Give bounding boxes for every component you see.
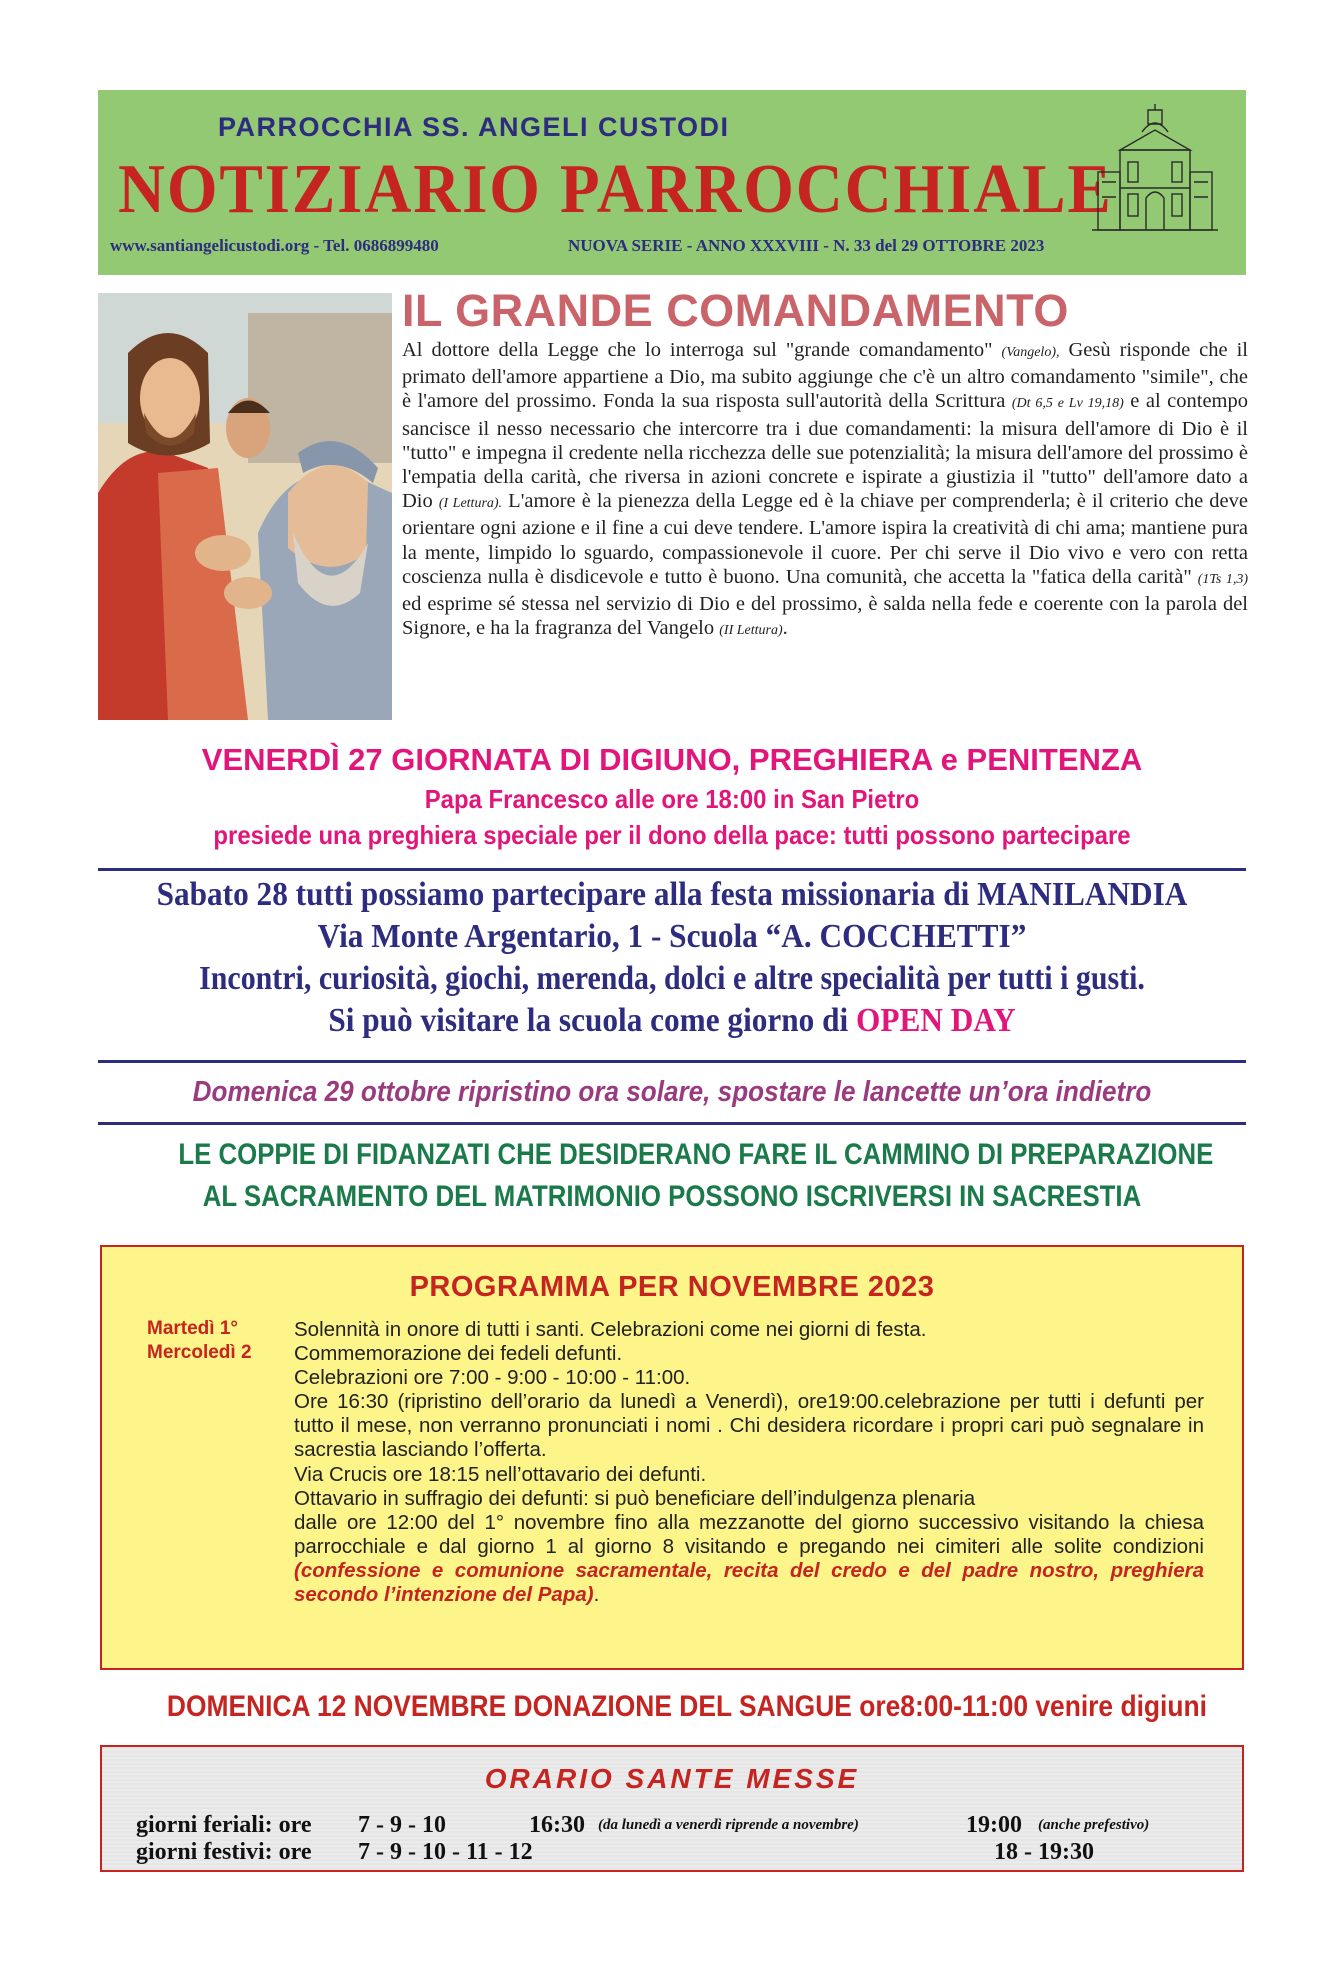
program-date: Mercoledì 2 [147, 1342, 252, 1363]
weekday-afternoon-note: (da lunedì a venerdì riprende a novembre) [598, 1817, 859, 1833]
divider [98, 1060, 1246, 1063]
masthead-banner [98, 90, 1246, 275]
lead-text: ed esprime sé stessa nel servizio di Dio e del prossimo, è salda nella fede e coerente con la parola del Signore, e ha la fragranza del Vangelo [402, 593, 1248, 640]
program-paragraph [294, 1511, 1204, 1607]
program-line: Solennità in onore di tutti i santi. Celebrazioni come nei giorni di festa. [294, 1318, 927, 1341]
lead-article-title: IL GRANDE COMANDAMENTO [402, 285, 1069, 336]
scripture-reference: (I Lettura). [438, 496, 503, 512]
newsletter-title: NOTIZIARIO PARROCCHIALE [118, 151, 1113, 228]
lead-article-body [402, 338, 1248, 643]
church-facade-icon [1090, 102, 1220, 237]
lead-text: Al dottore della Legge che lo interroga sul "grande comandamento" [402, 339, 1002, 361]
program-details [294, 1318, 1204, 1607]
scripture-reference: (Vangelo), [1001, 345, 1060, 360]
scripture-reference: (1Ts 1,3) [1197, 571, 1248, 587]
lead-text: Gesù risponde che il primato dell'amore appartiene a Dio, ma subito aggiunge che c'è un altro comandamento "simile", che è l'amore del prossimo. Fonda la sua risposta sull'autorità della Scrittura [402, 339, 1248, 413]
scripture-reference: (Dt 6,5 e Lv 19,18) [1011, 396, 1124, 412]
mission-festival-title: Sabato 28 tutti possiamo partecipare alla festa missionaria di MANILANDIA [156, 876, 1188, 913]
issue-info: NUOVA SERIE - ANNO XXXVIII - N. 33 del 29 OTTOBRE 2023 [568, 236, 1045, 255]
weekday-afternoon-time: 16:30 [529, 1812, 585, 1838]
program-text: . [593, 1583, 600, 1607]
program-line: Celebrazioni ore 7:00 - 9:00 - 10:00 - 11:00. [294, 1366, 691, 1390]
open-day-text: Si può visitare la scuola come giorno di [328, 1002, 857, 1039]
program-date: Martedì 1° [147, 1318, 239, 1339]
lead-text: . [782, 617, 788, 640]
weekday-morning-times: 7 - 9 - 10 [358, 1812, 446, 1838]
weekday-label: giorni feriali: ore [136, 1812, 312, 1838]
indulgence-conditions: (confessione e comunione sacramentale, recita del credo e del padre nostro, preghiera secondo l’intenzione del Papa) [294, 1558, 1204, 1607]
parish-name: PARROCCHIA SS. ANGELI CUSTODI [218, 112, 730, 142]
november-program-box [100, 1245, 1244, 1670]
program-line: Ottavario in suffragio dei defunti: si può beneficiare dell’indulgenza plenaria [294, 1486, 976, 1510]
divider [98, 1122, 1246, 1125]
contact-info: www.santiangelicustodi.org - Tel. 0686899480 [110, 236, 439, 255]
penitence-day-detail: presiede una preghiera speciale per il dono della pace: tutti possono partecipare [213, 820, 1131, 850]
penitence-day-title: VENERDÌ 27 GIORNATA DI DIGIUNO, PREGHIERA e PENITENZA [201, 742, 1143, 777]
weekday-evening-note: (anche prefestivo) [1038, 1817, 1150, 1833]
program-text: dalle ore 12:00 del 1° novembre fino alla mezzanotte del giorno successivo visitando la chiesa parrocchiale e dal giorno 1 al giorno 8 visitando e pregando nei cimiteri alle solite condizioni [294, 1510, 1204, 1558]
open-day-highlight: OPEN DAY [856, 1002, 1016, 1039]
mission-festival-activities: Incontri, curiosità, giochi, merenda, dolci e altre specialità per tutti i gusti. [199, 960, 1145, 997]
holiday-morning-times: 7 - 9 - 10 - 11 - 12 [358, 1839, 533, 1865]
holiday-label: giorni festivi: ore [136, 1839, 312, 1865]
lead-text: L'amore è la pienezza della Legge ed è la chiave per comprenderla; è il criterio che deve orientare ogni azione e il fine a cui deve tendere. L'amore ispira la creatività di chi ama; mantiene pura la mente, limpido lo sguardo, compassionevole il cuore. Per chi serve il Dio vivo e vero con retta coscienza nulla è disdicevole e tutto è buono. Una comunità, che accetta la "fatica della carità" [402, 490, 1249, 588]
program-paragraph: Ore 16:30 (ripristino dell’orario da lunedì a Venerdì), ore19:00.celebrazione per tutti i defunti per tutto il mese, non verranno pronunciati i nomi . Chi desidera ricordare i propri cari può segnalare in sacrestia lasciando l’offerta. [294, 1390, 1204, 1462]
lead-text: e al contempo sancisce il nesso necessario che intercorre tra i due comandamenti: la misura dell'amore di Dio è il "tutto" e impegna il credente nella ricchezza delle sue potenzialità; la misura dell'amore del prossimo è l'empatia della carità, che riversa in azioni concrete e ispirate a giustizia il "tutto" dell'amore dato a Dio [402, 390, 1249, 513]
scripture-reference: (II Lettura) [719, 623, 783, 639]
program-title: PROGRAMMA PER NOVEMBRE 2023 [409, 1271, 935, 1303]
program-line: Commemorazione dei fedeli defunti. [294, 1342, 623, 1366]
daylight-saving-notice: Domenica 29 ottobre ripristino ora solare, spostare le lancette un’ora indietro [192, 1076, 1152, 1108]
marriage-preparation-notice: AL SACRAMENTO DEL MATRIMONIO POSSONO ISCRIVERSI IN SACRESTIA [202, 1180, 1142, 1213]
jesus-and-doctor-of-law-illustration [98, 293, 392, 720]
mass-schedule-box [100, 1745, 1244, 1872]
mission-festival-address: Via Monte Argentario, 1 - Scuola “A. COCCHETTI” [317, 918, 1027, 955]
divider [98, 868, 1246, 871]
marriage-preparation-notice: LE COPPIE DI FIDANZATI CHE DESIDERANO FARE IL CAMMINO DI PREPARAZIONE [178, 1138, 1214, 1171]
weekday-evening-time: 19:00 [966, 1812, 1022, 1838]
mass-schedule-title: ORARIO SANTE MESSE [484, 1763, 860, 1794]
mission-festival-open-day [144, 1002, 1200, 1040]
blood-donation-notice: DOMENICA 12 NOVEMBRE DONAZIONE DEL SANGUE ore8:00-11:00 venire digiuni [166, 1690, 1207, 1723]
holiday-evening-times: 18 - 19:30 [994, 1839, 1094, 1865]
penitence-day-detail: Papa Francesco alle ore 18:00 in San Pietro [424, 784, 920, 814]
program-line: Via Crucis ore 18:15 nell’ottavario dei defunti. [294, 1462, 707, 1486]
